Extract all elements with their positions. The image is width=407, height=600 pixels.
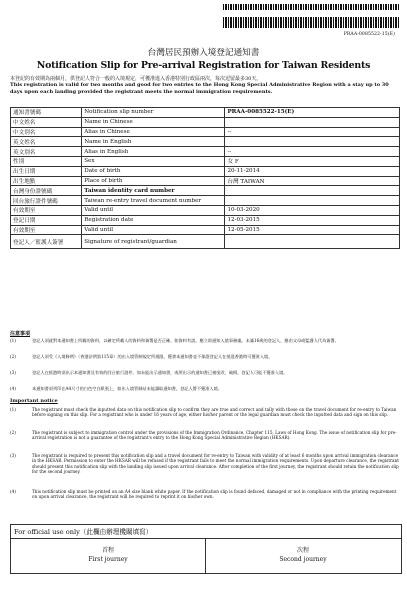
second-journey-cell [206, 539, 400, 574]
title-chinese: 台灣居民預辦入境登記通知書 [147, 48, 260, 58]
label-zh: 有效期至 [11, 205, 82, 215]
official-use-box [10, 524, 402, 574]
reference-number-top: PRAA-0085522-15(E) [343, 32, 395, 37]
label-en: Name in Chinese [82, 117, 225, 127]
label-en: Sex [82, 156, 225, 166]
first-journey-label-en: First journey [88, 556, 128, 563]
first-journey-cell [11, 539, 206, 574]
row-place-of-birth [11, 176, 400, 186]
label-zh: 中文別名 [11, 127, 82, 137]
value-document-valid-until: 10-03-2020 [225, 205, 400, 215]
note-number: (4) [10, 489, 16, 494]
intro-chinese: 本登記的有效期為兩個月，供登記人符合一般的入境規定，可獲准進入香港特別行政區兩次，每次逗留最多30天。 [10, 76, 262, 82]
row-registration-valid-until [11, 225, 400, 235]
label-zh: 英文別名 [11, 147, 82, 157]
note-number: (1) [10, 338, 16, 343]
note-zh-3 [10, 370, 400, 382]
label-zh: 中文姓名 [11, 117, 82, 127]
row-taiwan-id [11, 186, 400, 196]
label-zh: 出生地點 [11, 176, 82, 186]
note-en-3 [10, 453, 400, 483]
label-en: Name in English [82, 137, 225, 147]
barcode-main [223, 17, 399, 28]
note-text: The registrant must check the inputted data on this notification slip to confirm they are true and correct and tally with those on the travel document for re-entry to Taiwan before signing on this slip. For a registrant who is under 16 years of age, either his/her parent or the legal guardian must check the inputted data and sign on this slip. [32, 407, 397, 418]
registration-details-table [10, 107, 400, 249]
label-en: Valid until [82, 205, 225, 215]
note-en-1 [10, 407, 400, 425]
note-number: (1) [10, 407, 16, 412]
value-slip-number: PRAA-0085522-15(E) [225, 108, 400, 118]
note-en-2 [10, 430, 400, 448]
note-number: (4) [10, 386, 16, 391]
note-text: The registrant is required to present this notification slip and a travel document for re-entry to Taiwan with validity of at least 6 months upon arrival immigration clearance in the HKSAR. Permission to enter the HKSAR will be refused if the registrant fails to meet the normal immigration requirements. Upon departure clearance, the registrant should present this notification slip with the landing slip issued upon arrival clearance. After completion of the first journey, the registrant should retain the notification slip for the second journey. [32, 453, 399, 475]
value-name-english [225, 137, 400, 147]
note-number: (2) [10, 430, 16, 435]
note-number: (3) [10, 453, 16, 458]
row-signature [11, 235, 400, 249]
value-taiwan-id [225, 186, 400, 196]
row-travel-document-number [11, 196, 400, 206]
note-en-4 [10, 489, 400, 507]
note-text: 登記人須受《入境條例》（香港法例第115章）的出入境管制規定所規限。獲發本通知書並不保證登記人在抵達香港時可獲准入境。 [32, 354, 273, 359]
label-en: Registration date [82, 215, 225, 225]
note-number: (3) [10, 370, 16, 375]
label-zh: 性別 [11, 156, 82, 166]
notes-heading-chinese: 注意事項 [10, 331, 31, 337]
row-alias-english [11, 147, 400, 157]
value-name-chinese [225, 117, 400, 127]
row-alias-chinese [11, 127, 400, 137]
first-journey-label-zh: 首程 [101, 547, 114, 554]
label-zh: 台灣身份證號碼 [11, 186, 82, 196]
notes-heading-english: Important notice [10, 398, 58, 404]
row-name-english [11, 137, 400, 147]
label-en: Alias in English [82, 147, 225, 157]
row-date-of-birth [11, 166, 400, 176]
value-registration-date: 12-03-2015 [225, 215, 400, 225]
barcode-top [223, 4, 399, 10]
row-sex [11, 156, 400, 166]
second-journey-label-en: Second journey [279, 556, 327, 563]
official-use-heading: For official use only（此欄由辦理機關填寫） [14, 528, 153, 536]
label-zh: 英文姓名 [11, 137, 82, 147]
title-english: Notification Slip for Pre-arrival Registration for Taiwan Residents [36, 60, 371, 71]
label-en: Taiwan identity card number [82, 186, 225, 196]
value-alias-english: -- [225, 147, 400, 157]
note-zh-1 [10, 338, 400, 350]
label-zh: 出生日期 [11, 166, 82, 176]
row-document-valid-until [11, 205, 400, 215]
signature-box[interactable] [225, 235, 400, 249]
note-zh-2 [10, 354, 400, 366]
label-zh: 有效期至 [11, 225, 82, 235]
note-text: The registrant is subject to immigration control under the provisions of the Immigration Ordinance, Chapter 115, Laws of Hong Kong. The issue of notification slip for pre-arrival registration is not a guarantee of the registrant's entry to the Hong Kong Special Administrative Region (HKSAR). [32, 430, 397, 441]
intro-english: This registration is valid for two months and good for two entries to the Hong Kong Special Administrative Region with a stay up to 30 days upon each landing provided the registrant meets the normal immigration requirements. [10, 82, 389, 95]
note-text: 登記人須就對本通知書上所載的資料，以確定所載人的資料和簽署是否正確。如資料有誤，應立即通知入境事務處。未滿16歲的登記人，應由父母或監護人代為簽署。 [32, 338, 339, 343]
label-en: Valid until [82, 225, 225, 235]
label-zh: 通知書號碼 [11, 108, 82, 118]
official-use-journeys [11, 538, 401, 574]
row-registration-date [11, 215, 400, 225]
note-zh-4 [10, 386, 400, 394]
label-en: Taiwan re-entry travel document number [82, 196, 225, 206]
label-zh: 回台旅行證件號碼 [11, 196, 82, 206]
label-en: Notification slip number [82, 108, 225, 118]
label-zh: 登記日期 [11, 215, 82, 225]
value-sex: 女 F [225, 156, 400, 166]
row-slip-number [11, 108, 400, 118]
note-text: 登記人在抵港時須出示本通知書及有效的回台旅行證件。如未能出示通知書，或所出示的通知書已被塗改、破損，登記人可能不獲准入境。 [32, 370, 288, 375]
second-journey-label-zh: 次程 [296, 547, 309, 554]
row-name-chinese [11, 117, 400, 127]
value-registration-valid-until: 12-05-2015 [225, 225, 400, 235]
label-en: Alias in Chinese [82, 127, 225, 137]
label-en: Place of birth [82, 176, 225, 186]
value-travel-document-number [225, 196, 400, 206]
intro-text [10, 76, 400, 95]
note-number: (2) [10, 354, 16, 359]
label-en: Signature of registrant/guardian [82, 235, 225, 249]
value-date-of-birth: 20-11-2014 [225, 166, 400, 176]
value-alias-chinese: -- [225, 127, 400, 137]
label-en: Date of birth [82, 166, 225, 176]
label-zh: 登記人／監護人簽署 [11, 235, 82, 249]
value-place-of-birth: 台灣 TAIWAN [225, 176, 400, 186]
note-text: This notification slip must be printed on an A4 size blank white paper. If the notification slip is found defaced, damaged or not in compliance with the printing requirement on upon arrival clearance, the registrant will be required to reprint it on his/her own. [32, 489, 397, 500]
note-text: 本通知書須列印在A4尺寸的白色空白紙張上，如出入境管制站未能讀取通知書，登記人將不獲准入境。 [32, 386, 222, 391]
